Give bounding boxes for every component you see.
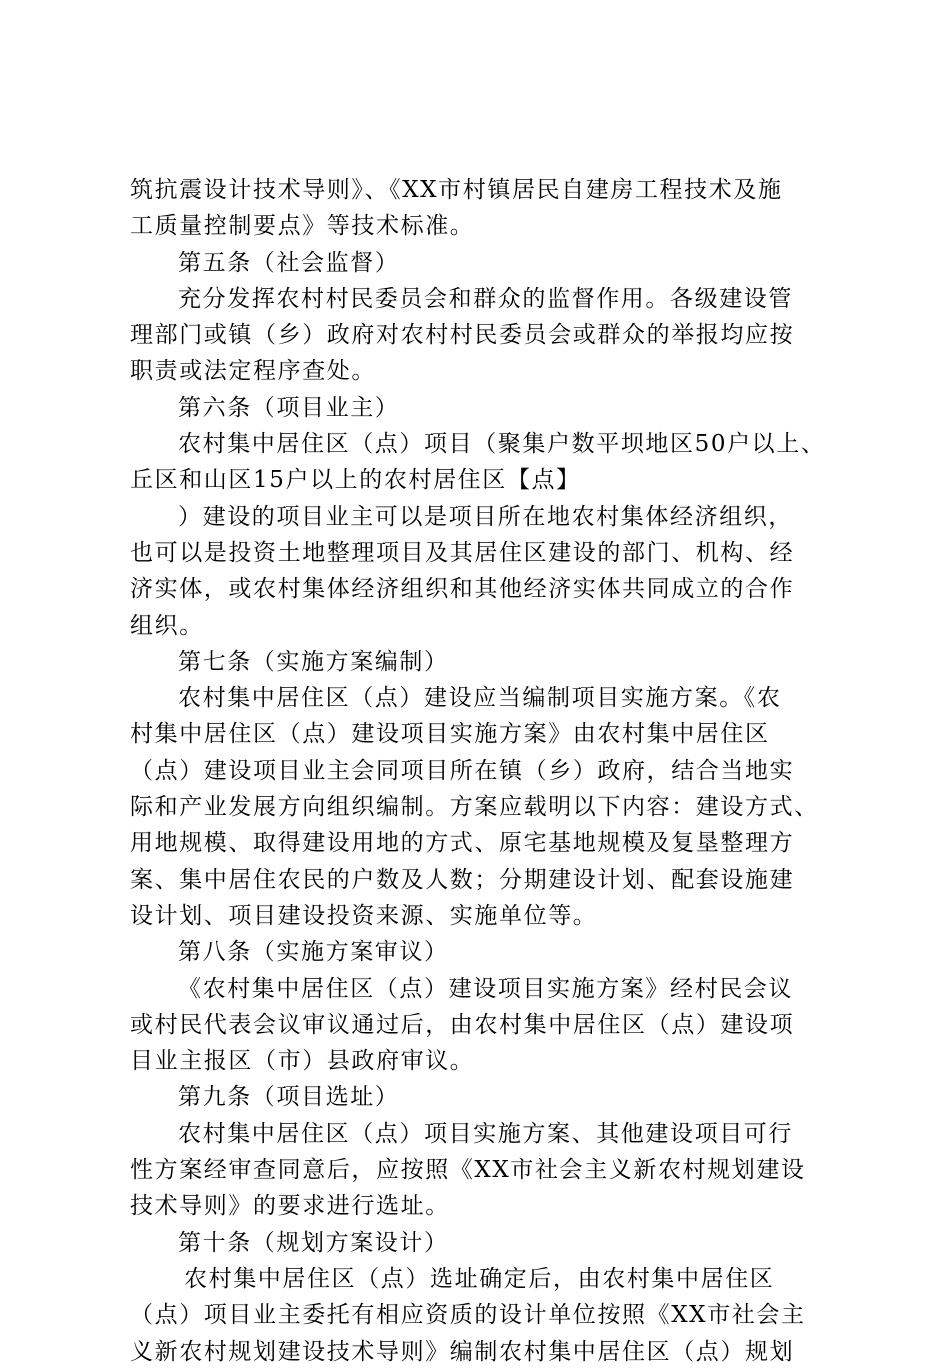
paragraph-line: 农村集中居住区（点）建设应当编制项目实施方案。《农 <box>178 685 782 712</box>
article-heading: 第八条（实施方案审议） <box>178 939 449 966</box>
paragraph-line: 丘区和山区15户以上的农村居住区【点】 <box>130 467 581 494</box>
paragraph-line: 组织。 <box>130 612 204 639</box>
paragraph-line: 技术导则》的要求进行选址。 <box>130 1193 450 1220</box>
document-body <box>130 172 830 1370</box>
paragraph-line: 用地规模、取得建设用地的方式、原宅基地规模及复垦整理方 <box>130 830 795 857</box>
article-heading: 第六条（项目业主） <box>178 394 400 421</box>
paragraph-line: 充分发挥农村村民委员会和群众的监督作用。各级建设管 <box>178 285 793 312</box>
paragraph-line: 也可以是投资土地整理项目及其居住区建设的部门、机构、经 <box>130 539 795 566</box>
paragraph-line: 或村民代表会议审议通过后，由农村集中居住区（点）建设项 <box>130 1011 795 1038</box>
paragraph-line: 义新农村规划建设技术导则》编制农村集中居住区（点）规划 <box>130 1338 795 1365</box>
paragraph-line: （点）建设项目业主会同项目所在镇（乡）政府，结合当地实 <box>130 757 795 784</box>
paragraph-line: 筑抗震设计技术导则》、《XX市村镇居民自建房工程技术及施 <box>130 177 783 203</box>
paragraph-line: 设计划、项目建设投资来源、实施单位等。 <box>130 902 598 929</box>
paragraph-line: 济实体，或农村集体经济组织和其他经济实体共同成立的合作 <box>130 576 795 603</box>
paragraph-line: 案、集中居住农民的户数及人数；分期建设计划、配套设施建 <box>130 866 795 893</box>
paragraph-line: （点）项目业主委托有相应资质的设计单位按照《XX市社会主 <box>130 1302 806 1329</box>
paragraph-line: 性方案经审查同意后，应按照《XX市社会主义新农村规划建设 <box>130 1157 806 1184</box>
paragraph-line: 农村集中居住区（点）项目（聚集户数平坝地区50户以上、 <box>178 431 826 458</box>
article-heading: 第五条（社会监督） <box>178 249 400 276</box>
article-heading: 第七条（实施方案编制） <box>178 648 449 675</box>
article-heading: 第十条（规划方案设计） <box>178 1229 449 1256</box>
paragraph-line: 农村集中居住区（点）选址确定后，由农村集中居住区 <box>184 1265 775 1292</box>
paragraph-line: 村集中居住区（点）建设项目实施方案》由农村集中居住区 <box>130 721 770 748</box>
paragraph-line: 工质量控制要点》等技术标准。 <box>130 213 475 240</box>
paragraph-line: 际和产业发展方向组织编制。方案应载明以下内容：建设方式、 <box>130 794 819 821</box>
paragraph-line: ）建设的项目业主可以是项目所在地农村集体经济组织， <box>178 503 793 530</box>
article-heading: 第九条（项目选址） <box>178 1084 400 1111</box>
paragraph-line: 职责或法定程序查处。 <box>130 358 376 385</box>
paragraph-line: 目业主报区（市）县政府审议。 <box>130 1048 475 1075</box>
paragraph-line: 《农村集中居住区（点）建设项目实施方案》经村民会议 <box>178 975 793 1002</box>
paragraph-line: 理部门或镇（乡）政府对农村村民委员会或群众的举报均应按 <box>130 322 795 349</box>
paragraph-line: 农村集中居住区（点）项目实施方案、其他建设项目可行 <box>178 1120 793 1147</box>
